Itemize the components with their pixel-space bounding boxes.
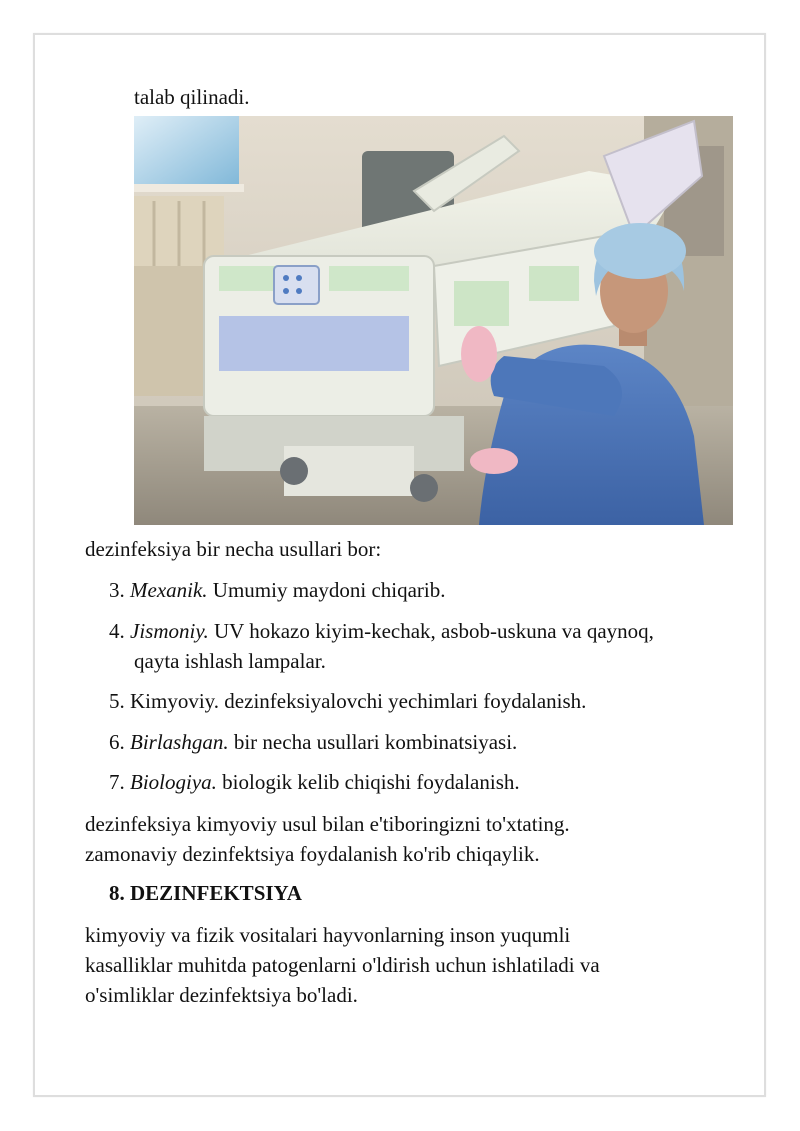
list-item [109,688,586,714]
list-number: 6. [109,730,125,754]
heading-title: DEZINFEKTSIYA [130,881,302,905]
list-text: Kimyoviy. dezinfeksiyalovchi yechimlari foydalanish. [130,689,587,713]
list-text: biologik kelib chiqishi foydalanish. [216,770,520,794]
section-heading [109,880,302,906]
paragraph-line: o'simliklar dezinfektsiya bo'ladi. [85,983,358,1007]
list-term: Jismoniy. [130,619,209,643]
list-number: 5. [109,689,125,713]
list-item [109,618,654,644]
list-item [109,729,517,755]
hospital-bed-photo [134,116,733,525]
methods-intro: dezinfeksiya bir necha usullari bor: [85,537,382,561]
intro-line: talab qilinadi. [134,85,250,109]
list-term: Mexanik. [130,578,208,602]
list-text: bir necha usullari kombinatsiyasi. [228,730,518,754]
paragraph-line: dezinfeksiya kimyoviy usul bilan e'tiboringizni to'xtating. [85,812,570,836]
list-number: 3. [109,578,125,602]
list-item [109,577,446,603]
paragraph-line: kasalliklar muhitda patogenlarni o'ldirish uchun ishlatiladi va [85,953,600,977]
list-term: Birlashgan. [130,730,229,754]
list-text: UV hokazo kiyim-kechak, asbob-uskuna va qaynoq, [208,619,654,643]
list-term: Biologiya. [130,770,217,794]
paragraph-line: kimyoviy va fizik vositalari hayvonlarning inson yuqumli [85,923,571,947]
list-number: 7. [109,770,125,794]
list-item [109,769,520,795]
list-number: 4. [109,619,125,643]
paragraph-line: zamonaviy dezinfektsiya foydalanish ko'rib chiqaylik. [85,842,540,866]
heading-number: 8. [109,881,125,905]
hospital-bed-nurse-photo-icon [134,116,733,525]
list-item-continuation: qayta ishlash lampalar. [134,649,326,673]
list-text: Umumiy maydoni chiqarib. [207,578,446,602]
